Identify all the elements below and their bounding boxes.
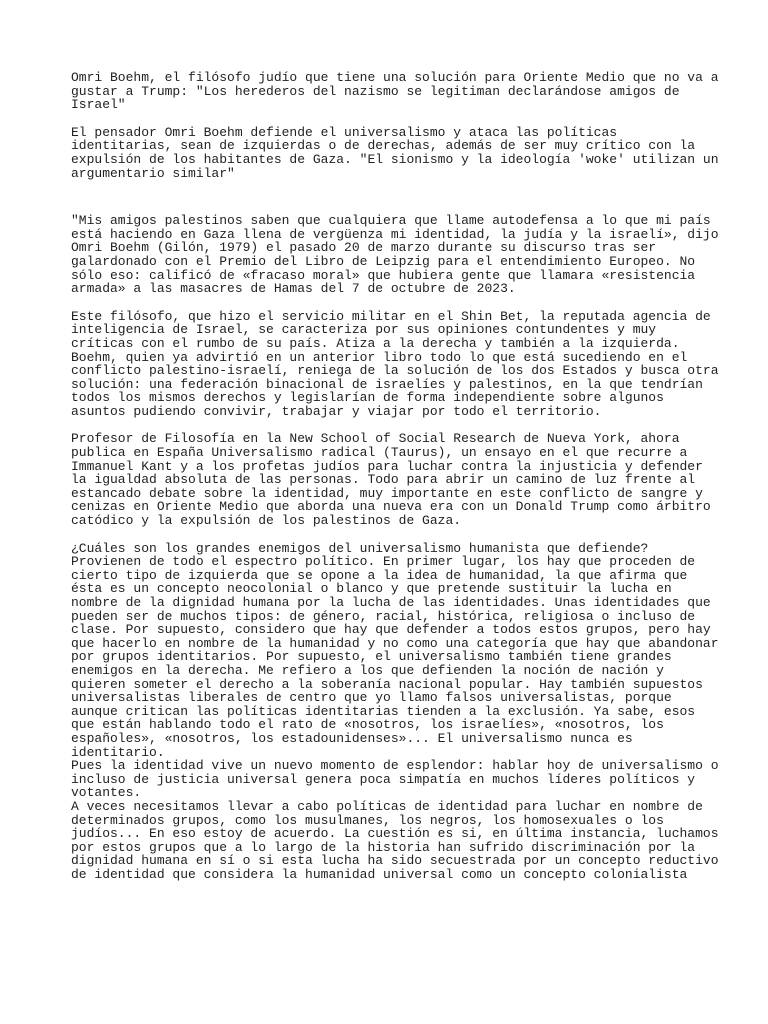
body-paragraph-2: Este filósofo, que hizo el servicio militar en el Shin Bet, la reputada agencia de inteligencia de Israel, se caracteriza por sus opiniones contundentes y muy críticas con el rumbo de su país. Atiza a la derecha y también a la izquierda. Boehm, quien ya advirtió en un anterior libro todo lo que está sucediendo en el conflicto palestino-israelí, reniega de la solución de los dos Estados y busca otra solución: una federación binacional de israelíes y palestinos, en la que tendrían todos los mismos derechos y legislarían de forma independiente sobre algunos asuntos pudiendo convivir, trabajar y viajar por todo el territorio. [71,308,719,419]
body-paragraph-6: A veces necesitamos llevar a cabo políticas de identidad para luchar en nombre de determinados grupos, como los musulmanes, los negros, los homosexuales o los judíos... En eso estoy de acuerdo. La cuestión es si, en última instancia, luchamos por estos grupos que a lo largo de la historia han sufrido discriminación por la dignidad humana en sí o si esta lucha ha sido secuestrada por un concepto reductivo de identidad que considera la humanidad universal como un concepto colonialista [71,798,719,882]
body-paragraph-5: Pues la identidad vive un nuevo momento de esplendor: hablar hoy de universalismo o incluso de justicia universal genera poca simpatía en muchos líderes políticos y votantes. [71,758,719,801]
body-paragraph-1: "Mis amigos palestinos saben que cualquiera que llame autodefensa a lo que mi país está haciendo en Gaza llena de vergüenza mi identidad, la judía y la israelí», dijo Omri Boehm (Gilón, 1979) el pasado 20 de marzo durante su discurso tras ser galardonado con el Premio del Libro de Leipzig para el entendimiento Europeo. No sólo eso: calificó de «fracaso moral» que hubiera gente que llamara «resistencia armada» a las masacres de Hamas del 7 de octubre de 2023. [71,213,719,297]
body-paragraph-3: Profesor de Filosofía en la New School of Social Research de Nueva York, ahora publica en España Universalismo radical (Taurus), un ensayo en el que recurre a Immanuel Kant y a los profetas judíos para luchar contra la injusticia y defender la igualdad absoluta de las personas. Todo para abrir un camino de luz frente al estancado debate sobre la identidad, muy importante en este conflicto de sangre y cenizas en Oriente Medio que aborda una nueva era con un Donald Trump como árbitro catódico y la expulsión de los palestinos de Gaza. [71,431,711,529]
document-page [71,71,721,881]
article-subheadline: El pensador Omri Boehm defiende el universalismo y ataca las políticas identitarias, sean de izquierdas o de derechas, además de ser muy crítico con la expulsión de los habitantes de Gaza. "El sionismo y la ideología 'woke' utilizan un argumentario similar" [71,124,719,181]
body-paragraph-4: ¿Cuáles son los grandes enemigos del universalismo humanista que defiende? Provienen de todo el espectro político. En primer lugar, los hay que proceden de cierto tipo de izquierda que se opone a la idea de humanidad, la que afirma que ésta es un concepto neocolonial o blanco y que pretende sustituir la lucha en nombre de la dignidad humana por la lucha de las identidades. Unas identidades que pueden ser de muchos tipos: de género, racial, histórica, religiosa o incluso de clase. Por supuesto, considero que hay que defender a todos estos grupos, pero hay que hacerlo en nombre de la humanidad y no como una categoría que hay que abandonar por grupos identitarios. Por supuesto, el universalismo también tiene grandes enemigos en la derecha. Me refiero a los que defienden la noción de nación y quieren someter el derecho a la soberanía nacional popular. Hay también supuestos universalistas liberales de centro que yo llamo falsos universalistas, porque aunque critican las políticas identitarias tienden a la exclusión. Ya sabe, esos que están hablando todo el rato de «nosotros, los israelíes», «nosotros, los españoles», «nosotros, los estadounidenses»... El universalismo nunca es identitario. [71,540,719,760]
article-headline: Omri Boehm, el filósofo judío que tiene una solución para Oriente Medio que no va a gustar a Trump: "Los herederos del nazismo se legitiman declarándose amigos de Israel" [71,70,719,113]
